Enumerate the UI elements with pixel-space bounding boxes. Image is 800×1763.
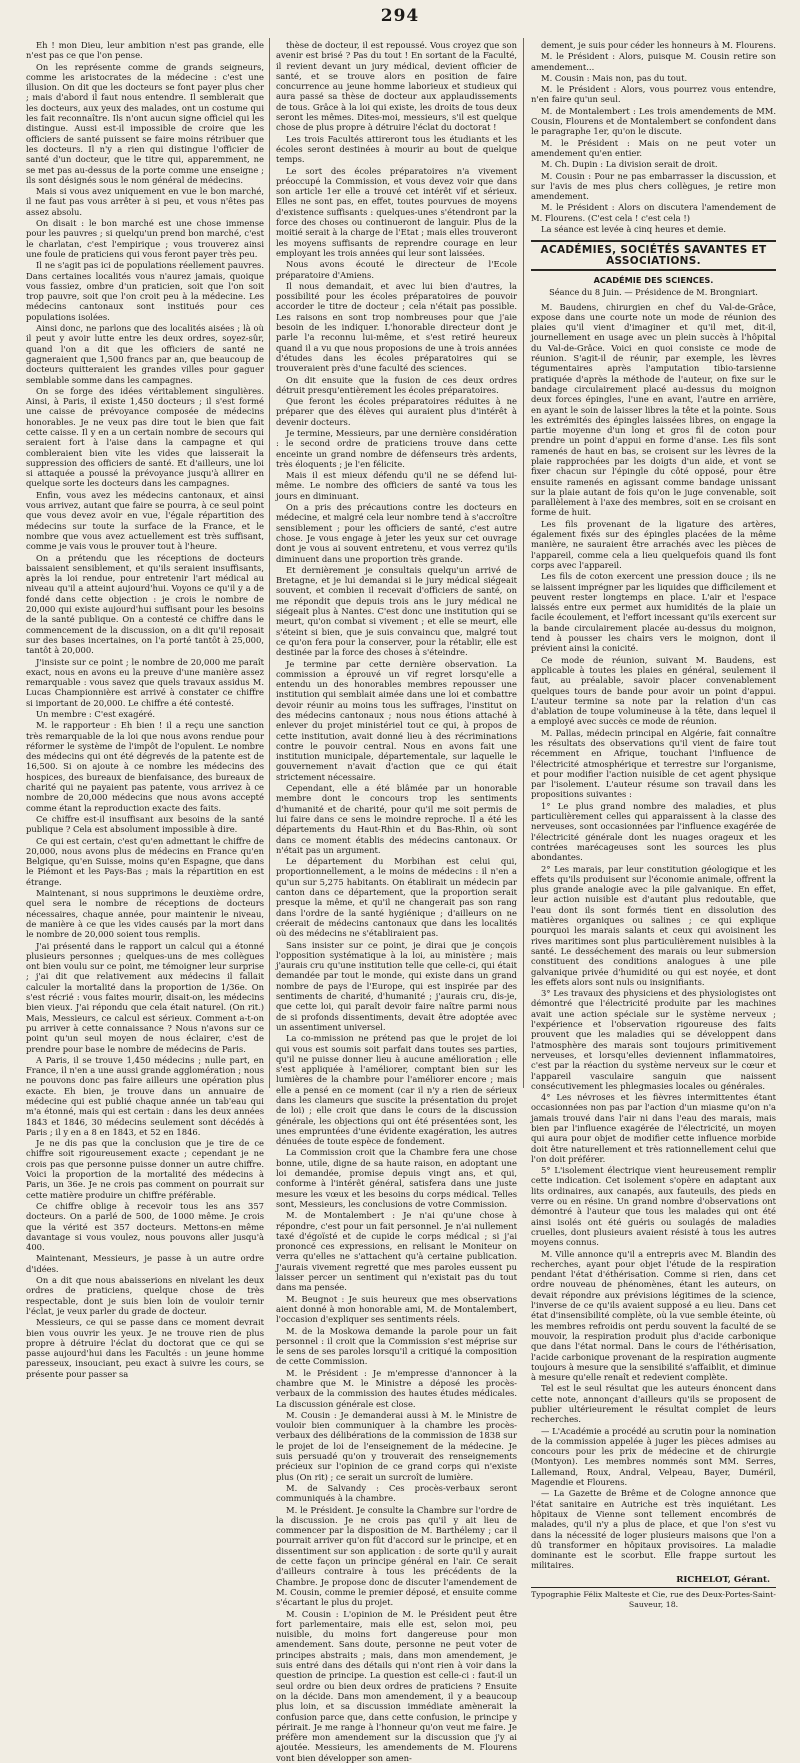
paragraph: Nous avons écouté le directeur de l'Ecole préparatoire d'Amiens.: [276, 259, 517, 280]
paragraph: J'ai présenté dans le rapport un calcul qui a étonné plusieurs personnes ; quelques-uns de mes collègues ont bien voulu sur ce point, me témoigner leur surprise ; j'ai dit que relativement aux médecins il fallait calculer la mortalité dans la proportion de 1/36e. On s'est récrié : vous faites mourir, disait-on, les médecins bien vieux. J'ai répondu que cela était naturel. (On rit.) Mais, Messieurs, ce calcul est sérieux. Comment a-t-on pu arriver à cette connaissance ? Nous n'avons sur ce point qu'un seul moyen de nous éclairer, c'est de prendre pour base le nombre de médecins de Paris.: [26, 940, 264, 1054]
paragraph: M. Cousin : Pour ne pas embarrasser la discussion, et sur l'avis de mes plus chers collègues, je retire mon amendement.: [531, 170, 776, 202]
paragraph: M. Cousin : Je demanderai aussi à M. le Ministre de vouloir bien communiquer à la chambre les procès-verbaux des délibérations de la commission de 1838 sur le projet de loi de l'enseignement de la médecine. Je suis persuadé qu'on y trouverait des renseignements précieux sur l'opinion de ce grand corps qui n'existe plus (On rit) ; ce serait un surcroît de lumière.: [276, 1409, 517, 1482]
paragraph: M. le Président. Je consulte la Chambre sur l'ordre de la discussion. Je ne crois pas qu'il y ait lieu de commencer par la disposition de M. Barthélemy ; car il pourrait arriver qu'on fût d'accord sur le principe, et en dissentiment sur son application : de sorte qu'il y aurait de cette façon un principe général en l'air. Ce serait d'ailleurs contraire à tous les précédents de la Chambre. Je propose donc de discuter l'amendement de M. Cousin, comme le premier déposé, et ensuite comme s'écartant le plus du projet.: [276, 1504, 517, 1608]
academy-report: [531, 302, 776, 1571]
paragraph: Je ne dis pas que la conclusion que je tire de ce chiffre soit rigoureusement exacte ; cependant je ne crois pas que personne puisse donner un autre chiffre. Voici la proportion de la mortalité des médecins à Paris, un 36e. Je ne crois pas comment on pourrait sur cette matière produire un chiffre préférable.: [26, 1138, 264, 1200]
paragraph: La co-mmission ne prétend pas que le projet de loi qui vous est soumis soit parfait dans toutes ses parties, qu'il ne puisse donner lieu à aucune amélioration ; elle s'est appliquée à l'améliorer, comptant bien sur les lumières de la chambre pour l'améliorer encore ; mais elle a pensé en ce moment (car il n'y a rien de sérieux dans les clameurs que suscite la présentation du projet de loi) ; elle croit que dans le cours de la discussion générale, les objections qui ont été présentées sont, les unes empruntées d'une évidente exagération, les autres dénuées de toute espèce de fondement.: [276, 1033, 517, 1147]
paragraph: M. Ch. Dupin : La division serait de droit.: [541, 159, 718, 170]
paragraph: On a dit que nous abaisserions en nivelant les deux ordres de praticiens, quelque chose de très respectable, dont je suis bien loin de vouloir ternir l'éclat, je veux parler du grade de docteur.: [26, 1275, 264, 1316]
paragraph: Ce chiffre oblige à recevoir tous les ans 357 docteurs. On a parlé de 500, de 1000 même. Je crois que la vérité est 357 docteurs. Mettons-en même davantage si vous voulez, nous pouvons aller jusqu'à 400.: [26, 1200, 264, 1253]
paragraph: On disait : le bon marché est une chose immense pour les pauvres ; si quelqu'un prend bon marché, c'est le charlatan, c'est l'empirique ; vous trouverez ainsi une foule de praticiens qui vous feront payer très peu.: [26, 218, 264, 259]
paragraph: thèse de docteur, il est repoussé. Vous croyez que son avenir est brisé ? Pas du tout ! En sortant de la Faculté, il revient devant un jury médical, devient officier de santé, et se trouve alors en position de faire concurrence au jeune homme laborieux et studieux qui aura passé sa thèse de docteur aux applaudissements de tous. Grâce à la loi qui existe, les droits de tous deux seront les mêmes. Dites-moi, messieurs, s'il est quelque chose de plus propre à détruire l'éclat du doctorat !: [276, 40, 517, 133]
paragraph: dement, je suis pour céder les honneurs à M. Flourens.: [541, 40, 776, 50]
paragraph: On dit ensuite que la fusion de ces deux ordres détruit presqu'entièrement les écoles préparatoires.: [276, 374, 517, 395]
paragraph: La séance est levée à cinq heures et demie.: [541, 224, 727, 235]
paragraph: Le département du Morbihan est celui qui, proportionnellement, a le moins de médecins : il n'en a qu'un sur 5,275 habitants. On établirait un médecin par canton dans ce département, que la proportion serait presque la même, et qu'il ne changerait pas son rang dans l'ordre de la santé hygiénique ; d'ailleurs on ne créerait de médecins cantonaux que dans les localités où des médecins ne s'établiraient pas.: [276, 856, 517, 939]
paragraph: Tel est le seul résultat que les auteurs énoncent dans cette note, annonçant d'ailleurs qu'ils se proposent de publier ultérieurement le résultat complet de leurs recherches.: [531, 1383, 776, 1425]
paragraph: M. de Montalembert : Je n'ai qu'une chose à répondre, c'est pour un fait personnel. Je n'ai nullement taxé d'égoïsté et de cupide le corps médical ; si j'ai prononcé ces expressions, en relisant le Moniteur on verra qu'elles ne s'attachent qu'à certaine publication. J'aurais vivement regretté que mes paroles eussent pu laisser percer un sentiment qui n'existait pas du tout dans ma pensée.: [276, 1210, 517, 1293]
paragraph: — La Gazette de Brême et de Cologne annonce que l'état sanitaire en Autriche est très inquiétant. Les hôpitaux de Vienne sont tellement encombrés de malades, qu'il n'y a plus de place, et que l'on s'est vu dans la nécessité de loger plusieurs maisons que l'on a dû transformer en hôpitaux provisoires. La maladie dominante est le scorbut. Elle frappe surtout les militaires.: [531, 1488, 776, 1571]
subsection-title: ACADÉMIE DES SCIENCES.: [593, 274, 714, 285]
paragraph: — L'Académie a procédé au scrutin pour la nomination de la commission appelée à juger les pièces admises au concours pour les prix de médecine et de chirurgie (Montyon). Les membres nommés sont MM. Serres, Lallemand, Roux, Andral, Velpeau, Bayer, Duméril, Magendie et Flourens.: [531, 1425, 776, 1488]
paragraph: M. le Président : Alors on discutera l'amendement de M. Flourens. (C'est cela ! c'est cela !): [531, 202, 776, 223]
paragraph: M. Cousin : L'opinion de M. le Président peut être fort parlementaire, mais elle est, selon moi, peu nuisible, du moins fort dangereuse pour mon amendement. Sans doute, personne ne peut voter de principes abstraits ; mais, dans mon amendement, je suis entré dans des détails qui n'ont rien à voir dans la question de principe. La question est celle-ci : faut-il un seul ordre ou bien deux ordres de praticiens ? Ensuite on la décide. Dans mon amendement, il y a beaucoup plus loin, et sa discussion immédiate amènerait la confusion parce que, dans cette confusion, le principe y périrait. Je me range à l'honneur qu'on veut me faire. Je préfère mon amendement sur la discussion que j'y ai ajoutée. Messieurs, les amendements de M. Flourens vont bien développer son amen-: [276, 1608, 517, 1763]
paragraph: Je termine, Messieurs, par une dernière considération : le second ordre de praticiens trouve dans cette enceinte un grand nombre de défenseurs très ardents, très éloquents ; je l'en félicite.: [276, 427, 517, 469]
paragraph: 1° Le plus grand nombre des maladies, et plus particulièrement celles qui apparaissent à la classe des nerveuses, sont occasionnées par l'influence exagérée de l'électricité générale dont les nuages orageux et les contrées marécageuses sont les sources les plus abondantes.: [531, 800, 776, 863]
paragraph: Les fils de coton exercent une pression douce ; ils ne se laissent imprégner par les liquides que difficilement et peuvent rester longtemps en place. L'air et l'espace laissés entre eux permet aux humidités de la plaie un facile écoulement, et l'effort incessant qu'ils exercent sur la bande circulairement placée au-dessus du moignon, tend à pousser les chairs vers le moignon, dont il prévient ainsi la conicité.: [531, 571, 776, 654]
paragraph: Le sort des écoles préparatoires n'a vivement préoccupé la Commission, et vous devez voir que dans son article 1er elle a trouvé cet intérêt vif et sérieux. Elles ne sont pas, en effet, toutes pourvues de moyens d'existence suffisants : quelques-unes s'étendront par la force des choses ou continueront de languir. Plus de la moitié serait à la charge de l'Etat ; mais elles trouveront les moyens suffisants de reprendre courage en leur employant les trois années qui leur sont laissées.: [276, 165, 517, 258]
paragraph: Messieurs, ce qui se passe dans ce moment devrait bien vous ouvrir les yeux. Je ne trouve rien de plus propre à détruire l'éclat du doctorat que ce qui se passe aujourd'hui dans les Facultés : un jeune homme paresseux, insouciant, peu exact à suivre les cours, se présente pour passer sa: [26, 1317, 264, 1379]
paragraph: 5° L'isolement électrique vient heureusement remplir cette indication. Cet isolement s'opère en adaptant aux lits ordinaires, aux canapés, aux fauteuils, des pieds en verre ou en résine. Un grand nombre d'observations ont démontré à l'auteur que tous les malades qui ont été ainsi isolés ont été guéris ou soulagés de maladies cruelles, dont plusieurs avaient résisté à tous les autres moyens connus.: [531, 1165, 776, 1248]
paragraph: Ce chiffre est-il insuffisant aux besoins de la santé publique ? Cela est absolument impossible à dire.: [26, 813, 264, 835]
paragraph: A Paris, il se trouve 1,450 médecins ; nulle part, en France, il n'en a une aussi grande agglomération ; nous ne pouvons donc pas faire ailleurs une opération plus exacte. Eh bien, je trouve dans un annuaire de médecine qui est publié chaque année un tab'eau qui m'a étonné, mais qui est certain : dans les deux années 1843 et 1846, 30 médecins seulement sont décédés à Paris ; il y en a 8 en 1843, et 52 en 1846.: [26, 1054, 264, 1137]
paragraph: M. Cousin : Mais non, pas du tout.: [541, 72, 688, 83]
paragraph: On a prétendu que les réceptions de docteurs baissaient sensiblement, et qu'ils seraient insuffisants, après la loi rendue, pour entretenir l'art médical au niveau qu'il a atteint aujourd'hui. Voyons ce qu'il y a de fondé dans cette objection : je crois le nombre de 20,000 qui existe aujourd'hui suffisant pour les besoins de la santé publique. On a contesté ce chiffre dans le commencement de la discussion, on a dit qu'il reposait sur des bases incertaines, on l'a porté tantôt à 25,000, tantôt à 20,000.: [26, 552, 264, 656]
paragraph: Un membre : C'est exagéré.: [36, 709, 156, 719]
paragraph: Sans insister sur ce point, je dirai que je conçois l'opposition systématique à la loi, au ministère ; mais j'aurais cru qu'une institution telle que celle-ci, qui était demandée par tout le monde, qui existe dans un grand nombre de pays de l'Europe, qui est inspirée par des sentiments de charité, d'humanité ; j'aurais cru, dis-je, que cette loi, qui paraît devoir faire naître parmi nous de si profonds dissentiments, devait être adoptée avec un assentiment universel.: [276, 939, 517, 1032]
paragraph: Eh ! mon Dieu, leur ambition n'est pas grande, elle n'est pas ce que l'on pense.: [26, 40, 264, 61]
paragraph: M. le Président : Alors, puisque M. Cousin retire son amendement...: [531, 51, 776, 72]
paragraph: M. Pallas, médecin principal en Algérie, fait connaître les résultats des observations qu'il vient de faire tout récemment en Afrique, touchant l'influence de l'électricité atmosphérique et terrestre sur l'organisme, et pour modifier l'action nuisible de cet agent physique par l'isolement. L'auteur résume son travail dans les propositions suivantes :: [531, 727, 776, 800]
paragraph: 4° Les névroses et les fièvres intermittentes étant occasionnées non pas par l'action d'un miasme qu'on n'a jamais trouvé dans l'air ni dans l'eau des marais, mais bien par l'influence exagérée de l'électricité, un moyen qui aura pour objet de modifier cette influence morbide doit être naturellement et très rationnellement celui que l'on doit préférer.: [531, 1092, 776, 1164]
paragraph: On se forge des idées véritablement singulières. Ainsi, à Paris, il existe 1,450 docteurs ; il s'est formé une caisse de prévoyance composée de médecins honorables. Je ne veux pas dire tout le bien que fait cette caisse. Il y en a un certain nombre de secours qui seraient fort à l'aise dans la campagne et qui combleraient bien vite les vides que laisserait la suppression des officiers de santé. Et d'ailleurs, une loi si attaquée a poussé la prévoyance jusqu'à allirer en quelque sorte les docteurs dans les campagnes.: [26, 385, 264, 489]
paragraph: Les trois Facultés attireront tous les étudiants et les écoles seront destinées à mourir au bout de quelque temps.: [276, 133, 517, 165]
printer-line: Typographie Félix Malteste et Cie, rue des Deux-Portes-Saint-Sauveur, 18.: [531, 1587, 776, 1611]
paragraph: Que feront les écoles préparatoires réduites à ne préparer que des élèves qui auraient plus d'intérêt à devenir docteurs.: [276, 396, 517, 427]
paragraph: M. Baudens, chirurgien en chef du Val-de-Grâce, expose dans une courte note un mode de réunion des plaies qu'il vient d'imaginer et qu'il met, dit-il, journellement en usage avec un plein succès à l'hôpital du Val-de-Grâce. Voici en quoi consiste ce mode de réunion. S'agit-il de réunir, par exemple, les lèvres tégumentaires après l'amputation tibio-tarsienne pratiquée d'après la méthode de l'auteur, on fixe sur le bandage circulairement placé au-dessus du moignon deux forces épingles, l'une en avant, l'autre en arrière, en ayant le soin de laisser libres la tête et la pointe. Sous les extrémités des épingles laissées libres, on engage la partie moyenne d'un long et gros fil de coton pour prendre un point d'appui en forme d'anse. Les fils sont ramenés de haut en bas, se croisent sur les lèvres de la plaie rapprochées par les doigts d'un aide, et vont se fixer chacun sur l'épingle du côté opposé, pour être ensuite ramenés en agissant comme bandage unissant sur la plaie autant de fois qu'on le juge convenable, soit parallèlement à l'axe des membres, soit en se croisant en forme de huit.: [531, 301, 776, 518]
paragraph: M. le Président : Mais on ne peut voter un amendement qu'en entier.: [531, 137, 776, 158]
paragraph: Les fils provenant de la ligature des artères, également fixés sur des épingles placées de la même manière, ne sauraient être arrachés avec les pièces de l'appareil, comme cela a lieu quelquefois quand ils font corps avec l'appareil.: [531, 518, 776, 570]
paragraph: J'insiste sur ce point ; le nombre de 20,000 me paraît exact, nous en avons eu la preuve d'une manière assez remarquable : vous savez que quels travaux assidus M. Lucas Championnière est arrivé à constater ce chiffre si important de 20,000. Le chiffre a été contesté.: [26, 656, 264, 708]
paragraph: M. Beugnot : Je suis heureux que mes observations aient donné à mon honorable ami, M. de Montalembert, l'occasion d'expliquer ses sentiments réels.: [276, 1293, 517, 1325]
paragraph: M. de la Moskowa demande la parole pour un fait personnel : il croit que la Commission s'est méprise sur le sens de ses paroles lorsqu'il a critiqué la composition de cette Commission.: [276, 1325, 517, 1367]
column-rule: [269, 38, 270, 1088]
paragraph: 3° Les travaux des physiciens et des physiologistes ont démontré que l'électricité produite par les machines avait une action spéciale sur le système nerveux ; l'expérience et l'observation rigoureuse des faits prouvent que les maladies qui se développent dans l'atmosphère des marais sont toujours primitivement nerveuses, et lorsqu'elles deviennent inflammatoires, c'est par la réaction du système nerveux sur le cœur et l'appareil vasculaire sanguin que naissent consécutivement les phlegmasies locales ou générales.: [531, 988, 776, 1091]
text-column-3: [531, 40, 776, 1610]
paragraph: M. le Président : Je m'empresse d'annoncer à la chambre que M. le Ministre a déposé les procès-verbaux de la commission des hautes études médicales. La discussion générale est close.: [276, 1367, 517, 1409]
paragraph: On a pris des précautions contre les docteurs en médecine, et malgré cela leur nombre tend à s'accroître sensiblement ; pour les officiers de santé, c'est autre chose. Je vous engage à jeter les yeux sur cet ouvrage dont je vous ai souvent entretenu, et vous verrez qu'ils diminuent dans une proportion très grande.: [276, 502, 517, 564]
paragraph: Maintenant, si nous supprimons le deuxième ordre, quel sera le nombre de réceptions de docteurs nécessaires, chaque année, pour maintenir le niveau, de manière à ce que les vides causés par la mort dans le nombre de 20,000 soient tous remplis.: [26, 888, 264, 940]
paragraph: M. le rapporteur : Eh bien ! il a reçu une sanction très remarquable de la loi que nous avons rendue pour réformer le système de l'impôt de l'opulent. Le nombre des médecins qui ont été dégrevés de la patente est de 16,500. Si on ajoute à ce nombre les médecins des hospices, des bureaux de bienfaisance, des bureaux de charité qui ne payaient pas patente, vous arrivez à ce nombre de 20,000 médecins que nous avons accepté comme étant la reproduction exacte des faits.: [26, 720, 264, 813]
paragraph: Maintenant, Messieurs, je passe à un autre ordre d'idées.: [26, 1253, 264, 1274]
paragraph: 2° Les marais, par leur constitution géologique et les effets qu'ils produisent sur l'économie animale, offrent la plus grande analogie avec la pile galvanique. En effet, leur action nuisible est d'autant plus redoutable, que l'eau dont ils sont formés tient en dissolution des matières organiques ou salines ; ce qui explique pourquoi les marais salants et ceux qui avoisinent les rives maritimes sont plus particulièrement nuisibles à la santé. Le desséchement des marais ou leur submersion constituent des conditions analogues à une pile galvanique privée d'humidité ou qui est noyée, et dont les effets alors sont nuls ou insignifiants.: [531, 863, 776, 987]
paragraph: M. de Montalembert : Les trois amendements de MM. Cousin, Flourens et de Montalembert se confondent dans le paragraphe 1er, qu'on le discute.: [531, 105, 776, 137]
signature: RICHELOT, Gérant.: [676, 1574, 770, 1585]
paragraph: On les représente comme de grands seigneurs, comme les aristocrates de la médecine : c'est une illusion. On dit que les docteurs se font payer plus cher ; mais d'abord il faut nous entendre. Il semblerait que les docteurs, aux yeux des malades, ont un costume qui les fait reconnaître. Ils n'ont aucun signe officiel qui les distingue. Aussi est-il impossible de croire que les officiers de santé puissent se faire moins rétribuer que les docteurs. Il n'y a rien qui distingue l'officier de santé d'un docteur, que le titre qui, apparemment, ne se met pas au-dessus de la porte comme une enseigne ; ils sont désignés sous le nom général de médecins.: [26, 61, 264, 185]
paragraph: M. de Salvandy : Ces procès-verbaux seront communiqués à la chambre.: [276, 1482, 517, 1504]
paragraph: Ainsi donc, ne parlons que des localités aisées ; là où il peut y avoir lutte entre les deux ordres, soyez-sûr, quand l'on a dit que les officiers de santé ne gagneraient que 1,500 francs par an, que beaucoup de docteurs quitteraient les grandes villes pour gaguer semblable somme dans les campagnes.: [26, 323, 264, 385]
paragraph: M. le Président : Alors, vous pourrez vous entendre, n'en faire qu'un seul.: [531, 84, 776, 105]
column-rule: [523, 38, 524, 1088]
paragraph: Mais si vous avez uniquement en vue le bon marché, il ne faut pas vous arrêter à si peu, et vous n'êtes pas assez absolu.: [26, 186, 264, 217]
page-number: 294: [380, 6, 420, 26]
paragraph: Enfin, vous avez les médecins cantonaux, et ainsi vous arrivez, autant que faire se pourra, à ce seul point que vous devez avoir en vue, l'égale répartition des médecins sur toute la surface de la France, et le nombre que vous avez actuellement est très suffisant, comme je vais vous le prouver tout à l'heure.: [26, 489, 264, 552]
text-column-2: [276, 40, 517, 1763]
paragraph: La Commission croit que la Chambre fera une chose bonne, utile, digne de sa haute raison, en adoptant une loi demandée, promise depuis vingt ans, et qui, conforme à l'intérêt général, satisfera dans une juste mesure les vœux et les besoins du corps médical. Telles sont, Messieurs, les conclusions de votre Commission.: [276, 1147, 517, 1209]
text-column-1: [26, 40, 264, 1379]
paragraph: Il nous demandait, et avec lui bien d'autres, la possibilité pour les écoles préparatoires de pouvoir accorder le titre de docteur ; cela n'était pas possible. Les raisons en sont trop nombreuses pour que j'aie besoin de les indiquer. L'honorable directeur dont je parle l'a reconnu lui-même, et s'est retiré heureux quand il a vu que nous proposions de une à trois années d'études dans les écoles préparatoires qui se trouveraient près d'une faculté des sciences.: [276, 280, 517, 374]
paragraph: Je termine par cette dernière observation. La commission a éprouvé un vif regret lorsqu'elle a entendu un des honorables membres repousser une institution qui semblait aimée dans une loi et combattre devoir réunir au moins tous les suffrages, l'institut on des médecins cantonaux ; nous nous étions attaché à enlever du projet ministériel tout ce qui, à propos de cette institution, avait donné lieu à des récriminations contre le pouvoir central. Nous en avons fait une institution municipale, départementale, sur laquelle le gouvernement n'avait d'action que ce qui était strictement nécessaire.: [276, 658, 517, 782]
paragraph: Mais il est mieux défendu qu'il ne se défend lui-même. Le nombre des officiers de santé va tous les jours en diminuant.: [276, 470, 517, 501]
paragraph: Cependant, elle a été blâmée par un honorable membre dont le concours trop les sentiments d'humanité et de charité, pour qu'il me soit permis de lui faire dans ce sens le moindre reproche. Il a été les départements du Haut-Rhin et du Bas-Rhin, où sont dans ce moment établis des médecins cantonaux. Or n'était pas un argument.: [276, 783, 517, 855]
section-title: ACADÉMIES, SOCIÉTÉS SAVANTES ET ASSOCIATIONS.: [531, 240, 776, 271]
session-line: Séance du 8 Juin. — Présidence de M. Brongniart.: [549, 287, 758, 298]
paragraph: Et dernièrement je consultais quelqu'un arrivé de Bretagne, et je lui demandai si le jury médical siégeait souvent, et combien il recevait d'officiers de santé, on me répondit que depuis trois ans le jury médical ne siégeait plus à Nantes. C'est donc une institution qui se meurt, qu'on combat si vivement ; et elle se meurt, elle s'éteint si bien, que je suis convaincu que, malgré tout ce qu'on fera pour la conserver, pour la rétablir, elle est destinée par la force des choses à s'éteindre.: [276, 564, 517, 658]
paragraph: Ce mode de réunion, suivant M. Baudens, est applicable à toutes les plaies en général, seulement il faut, au préalable, savoir placer convenablement quelques tours de bande pour avoir un point d'appui. L'auteur termine sa note par la relation d'un cas d'ablation de toupe volumineuse à la tête, dans lequel il a employé avec succès ce mode de réunion.: [531, 654, 776, 727]
paragraph: Il ne s'agit pas ici de populations réellement pauvres. Dans certaines localités vous n'aurez jamais, quoique vous fassiez, ombre d'un praticien, soit que l'on soit trop pauvre, soit que l'on croit peu à la médecine. Les médecins cantonaux sont institués pour ces populations isolées.: [26, 260, 264, 322]
paragraph: Ce qui est certain, c'est qu'en admettant le chiffre de 20,000, nous avons plus de médecins en France qu'en Belgique, qu'en Suisse, moins qu'en Espagne, que dans le Piémont et les Pays-Bas ; mais la répartition en est étrange.: [26, 835, 264, 887]
debate-end: [531, 40, 776, 234]
paragraph: M. Ville annonce qu'il a entrepris avec M. Blandin des recherches, ayant pour objet l'étude de la respiration pendant l'état d'éthérisation. Comme si rien, dans cet ordre nouveau de phénomènes, étant les auteurs, on devait répondre aux prévisions légitimes de la science, l'inverse de ce qu'ils avaient supposé a eu lieu. Dans cet état d'insensibilité complète, où la vue semble éteinte, où les membres refroidis ont perdu souvent la faculté de se mouvoir, la respiration produit plus d'acide carbonique que dans l'état normal. Dans le cours de l'éthérisation, l'acide carbonique provenant de la respiration augmente toujours à mesure que la sensibilité s'affaiblit, et diminue à mesure qu'elle renaît et redevient complète.: [531, 1248, 776, 1383]
